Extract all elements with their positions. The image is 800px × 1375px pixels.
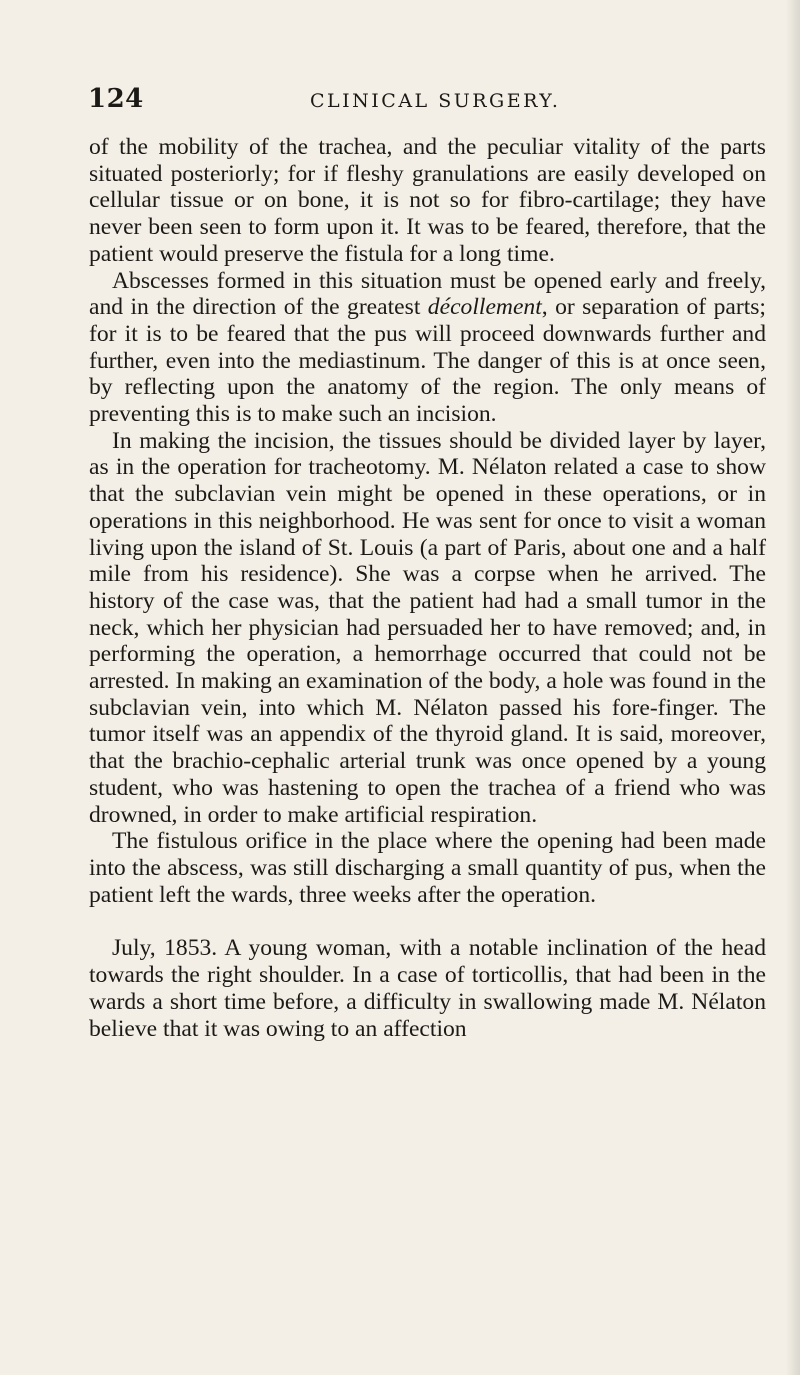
italic-term: décollement — [427, 294, 542, 321]
body-text — [89, 134, 766, 1042]
paragraph: of the mobility of the trachea, and the peculiar vitality of the parts situated posteriorly; for if fleshy granulations are easily developed on cellular tissue or on bone, it is not so for fibro-cartilage; they have never been seen to form upon it. It was to be feared, therefore, that the patient would preserve the fistula for a long time. — [89, 134, 766, 267]
paragraph — [89, 268, 766, 428]
paragraph: The fistulous orifice in the place where the opening had been made into the abscess, was still discharging a small quantity of pus, when the patient left the wards, three weeks after the operation. — [89, 828, 766, 908]
page-header — [88, 84, 768, 124]
paragraph: July, 1853. A young woman, with a notable inclination of the head towards the right shoulder. In a case of torticollis, that had been in the wards a short time before, a difficulty in swallowing made M. Nélaton believe that it was owing to an affection — [89, 935, 766, 1042]
running-head: CLINICAL SURGERY. — [310, 90, 561, 112]
paragraph: In making the incision, the tissues should be divided layer by layer, as in the operation for tracheotomy. M. Nélaton related a case to show that the subclavian vein might be opened in these operations, or in operations in this neighborhood. He was sent for once to visit a woman living upon the island of St. Louis (a part of Paris, about one and a half mile from his residence). She was a corpse when he arrived. The history of the case was, that the patient had had a small tumor in the neck, which her physician had persuaded her to have removed; and, in performing the operation, a hemorrhage occurred that could not be arrested. In making an examination of the body, a hole was found in the subclavian vein, into which M. Nélaton passed his fore-finger. The tumor itself was an appendix of the thyroid gland. It is said, moreover, that the brachio-cephalic arterial trunk was once opened by a young student, who was hastening to open the trachea of a friend who was drowned, in order to make artificial respiration. — [89, 427, 766, 828]
page-edge-shadow — [786, 0, 800, 1375]
paragraph-text: Abscesses formed in this situation must be opened early and freely, and in the direction of the greatest — [89, 267, 766, 321]
page-number: 124 — [88, 84, 144, 114]
paragraph-text: , or separation of parts; for it is to be feared that the pus will proceed downwards further and further, even into the mediastinum. The danger of this is at once seen, by reflecting upon the anatomy of the region. The only means of preventing this is to make such an incision. — [89, 294, 766, 428]
